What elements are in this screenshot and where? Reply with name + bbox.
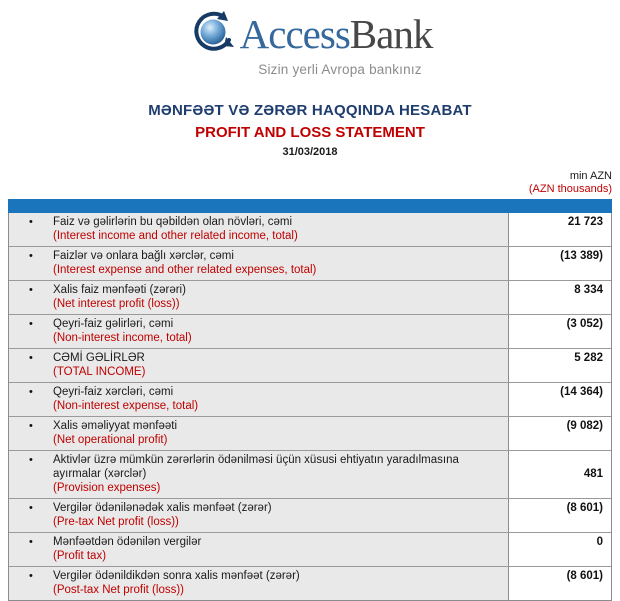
row-value: 21 723 xyxy=(567,216,603,228)
row-value-cell xyxy=(508,247,611,280)
row-label-az: Xalis əməliyyat mənfəəti xyxy=(53,420,177,432)
table-row xyxy=(9,246,611,280)
row-value-cell xyxy=(508,281,611,314)
row-value: 5 282 xyxy=(574,352,603,364)
table-row xyxy=(9,213,611,246)
row-label-en: (Post-tax Net profit (loss)) xyxy=(53,584,184,596)
row-label-az: Xalis faiz mənfəəti (zərəri) xyxy=(53,284,186,296)
row-label-en: (Net interest profit (loss)) xyxy=(53,298,180,310)
table-row xyxy=(9,566,611,600)
bullet-icon: • xyxy=(29,216,33,228)
row-value: 0 xyxy=(596,536,603,548)
row-value: 8 334 xyxy=(574,284,603,296)
row-value: 481 xyxy=(583,468,603,480)
table-row xyxy=(9,450,611,498)
report-title-az: MƏNFƏƏT VƏ ZƏRƏR HAQQINDA HESABAT xyxy=(148,102,472,119)
table-row xyxy=(9,382,611,416)
row-value-cell xyxy=(508,567,611,600)
units-label-en: (AZN thousands) xyxy=(528,183,612,195)
row-label-en: (Interest expense and other related expenses, total) xyxy=(53,264,317,276)
bullet-icon: • xyxy=(29,536,33,548)
globe-swoosh-icon xyxy=(188,9,236,60)
report-title-en: PROFIT AND LOSS STATEMENT xyxy=(195,124,425,141)
row-label-az: Aktivlər üzrə mümkün zərərlərin ödənilməsi üçün xüsusi ehtiyatın yaradılmasına ayırmalar (xərclər) xyxy=(53,454,459,480)
table-row xyxy=(9,280,611,314)
row-description-cell xyxy=(9,417,508,450)
logo-word-bank: Bank xyxy=(349,11,433,57)
bullet-icon: • xyxy=(29,502,33,514)
row-value-cell xyxy=(508,533,611,566)
report-header xyxy=(0,0,620,158)
row-label-en: (Profit tax) xyxy=(53,550,107,562)
pl-table-body xyxy=(8,213,612,601)
row-label-az: CƏMİ GƏLİRLƏR xyxy=(53,352,145,364)
row-label-en: (TOTAL INCOME) xyxy=(53,366,146,378)
row-value-cell xyxy=(508,383,611,416)
logo-wordmark xyxy=(239,11,433,57)
row-description-cell xyxy=(9,281,508,314)
row-description-cell xyxy=(9,349,508,382)
row-description-cell xyxy=(9,213,508,246)
statement-sheet xyxy=(8,170,612,601)
row-label-en: (Provision expenses) xyxy=(53,482,161,494)
row-label-en: (Non-interest income, total) xyxy=(53,332,192,344)
bullet-icon: • xyxy=(29,318,33,330)
table-row xyxy=(9,498,611,532)
row-description-cell xyxy=(9,533,508,566)
row-value-cell xyxy=(508,213,611,246)
logo-word-access: Access xyxy=(239,11,350,57)
logo-tagline: Sizin yerli Avropa bankınız xyxy=(258,62,422,77)
row-value: (14 364) xyxy=(560,386,603,398)
bullet-icon: • xyxy=(29,284,33,296)
row-value: (8 601) xyxy=(566,502,603,514)
report-date: 31/03/2018 xyxy=(282,146,338,158)
bullet-icon: • xyxy=(29,570,33,582)
units-label xyxy=(8,170,612,196)
table-row xyxy=(9,532,611,566)
row-value: (9 082) xyxy=(566,420,603,432)
bullet-icon: • xyxy=(29,250,33,262)
row-description-cell xyxy=(9,383,508,416)
row-label-az: Mənfəətdən ödənilən vergilər xyxy=(53,536,202,548)
row-label-az: Vergilər ödənilənədək xalis mənfəət (zərər) xyxy=(53,502,272,514)
accessbank-logo xyxy=(188,9,433,77)
row-value-cell xyxy=(508,499,611,532)
row-value-cell xyxy=(508,451,611,498)
bullet-icon: • xyxy=(29,386,33,398)
table-row xyxy=(9,348,611,382)
bullet-icon: • xyxy=(29,454,33,466)
row-label-en: (Interest income and other related income, total) xyxy=(53,230,298,242)
row-description-cell xyxy=(9,567,508,600)
row-description-cell xyxy=(9,499,508,532)
bullet-icon: • xyxy=(29,420,33,432)
row-description-cell xyxy=(9,247,508,280)
table-row xyxy=(9,416,611,450)
row-label-az: Qeyri-faiz gəlirləri, cəmi xyxy=(53,318,174,330)
row-value: (13 389) xyxy=(560,250,603,262)
row-label-az: Faizlər və onlara bağlı xərclər, cəmi xyxy=(53,250,234,262)
row-value: (8 601) xyxy=(566,570,603,582)
row-label-az: Qeyri-faiz xərcləri, cəmi xyxy=(53,386,174,398)
row-value-cell xyxy=(508,417,611,450)
row-label-en: (Non-interest expense, total) xyxy=(53,400,199,412)
row-label-en: (Net operational profit) xyxy=(53,434,168,446)
bullet-icon: • xyxy=(29,352,33,364)
row-description-cell xyxy=(9,315,508,348)
row-value: (3 052) xyxy=(566,318,603,330)
row-label-az: Vergilər ödənildikdən sonra xalis mənfəət (zərər) xyxy=(53,570,300,582)
table-row xyxy=(9,314,611,348)
row-label-en: (Pre-tax Net profit (loss)) xyxy=(53,516,179,528)
units-label-az: min AZN xyxy=(569,170,612,182)
row-label-az: Faiz və gəlirlərin bu qəbildən olan növləri, cəmi xyxy=(53,216,293,228)
row-value-cell xyxy=(508,349,611,382)
table-header-bar xyxy=(8,199,612,213)
row-value-cell xyxy=(508,315,611,348)
row-description-cell xyxy=(9,451,508,498)
